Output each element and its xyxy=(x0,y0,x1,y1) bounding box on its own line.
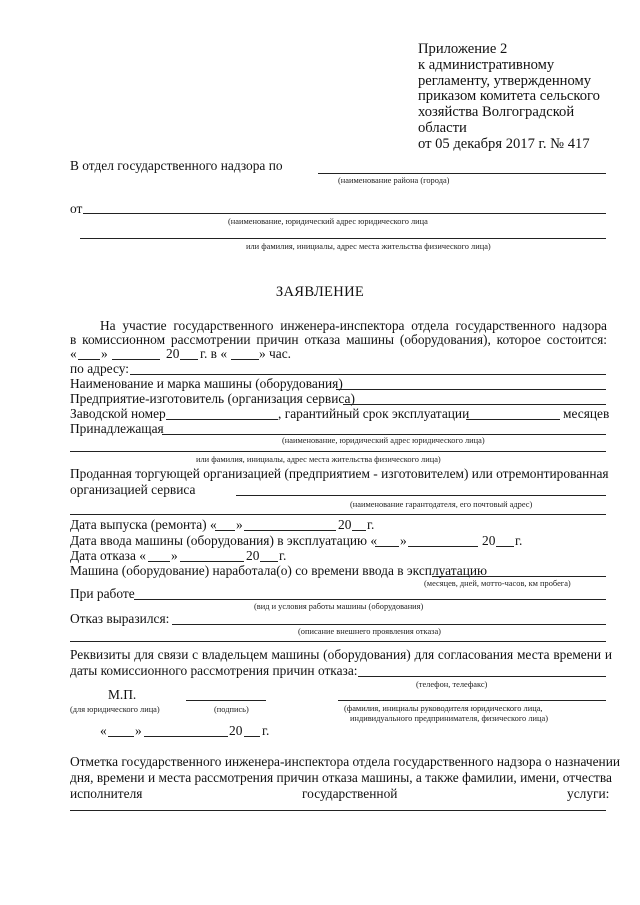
note-line-3-start: исполнителя xyxy=(70,786,143,801)
serial-field[interactable] xyxy=(166,419,278,420)
sold-line-2: организацией сервиса xyxy=(70,482,196,497)
sig-year-field[interactable] xyxy=(244,736,260,737)
intro-line-2: в комиссионном рассмотрении причин отказа машины (оборудования), которое состоится: xyxy=(70,332,607,347)
note-line-3-middle: государственной xyxy=(302,786,398,801)
guarantor-hint: (наименование гарантодателя, его почтовый адрес) xyxy=(350,500,533,509)
address-label: по адресу: xyxy=(70,361,129,376)
address-field[interactable] xyxy=(130,374,606,375)
release-date-close: » xyxy=(236,517,243,532)
appendix-line: области xyxy=(418,119,467,136)
release-date-label: Дата выпуска (ремонта) « xyxy=(70,517,217,532)
day-field[interactable] xyxy=(78,359,100,360)
commission-date-close: » xyxy=(400,533,407,548)
year-field[interactable] xyxy=(180,359,198,360)
from-hint-person: или фамилия, инициалы, адрес места жительства физического лица) xyxy=(246,242,491,251)
appendix-line: хозяйства Волгоградской xyxy=(418,104,575,121)
from-hint-legal: (наименование, юридический адрес юридического лица xyxy=(228,217,428,226)
machine-name-label: Наименование и марка машины (оборудования) xyxy=(70,376,343,391)
year-prefix: 20 xyxy=(166,346,180,361)
runtime-field[interactable] xyxy=(432,576,606,577)
operation-hint: (вид и условия работы машины (оборудования) xyxy=(254,602,424,611)
time-label: г. в « xyxy=(200,346,228,361)
failure-month-field[interactable] xyxy=(180,561,244,562)
serial-label: Заводской номер xyxy=(70,406,166,421)
release-month-field[interactable] xyxy=(244,530,336,531)
guarantor-field[interactable] xyxy=(236,495,606,496)
warranty-label: , гарантийный срок эксплуатации xyxy=(278,406,470,421)
warranty-field[interactable] xyxy=(466,419,560,420)
operation-field[interactable] xyxy=(134,599,606,600)
failure-date-label: Дата отказа « xyxy=(70,548,146,563)
contacts-field[interactable] xyxy=(358,676,606,677)
full-name-hint-2: индивидуального предпринимателя, физического лица) xyxy=(350,714,548,723)
failure-hint: (описание внешнего проявления отказа) xyxy=(298,627,441,636)
machine-name-field[interactable] xyxy=(336,389,606,390)
commission-month-field[interactable] xyxy=(408,546,478,547)
signature-field[interactable] xyxy=(186,700,266,701)
sig-month-field[interactable] xyxy=(144,736,228,737)
guarantor-field-2[interactable] xyxy=(70,514,606,515)
from-field-2[interactable] xyxy=(80,238,606,239)
sig-year-tail: г. xyxy=(262,723,270,738)
appendix-line: приказом комитета сельского xyxy=(418,88,600,105)
stamp-label: М.П. xyxy=(108,687,137,702)
months-label: месяцев xyxy=(563,406,610,421)
from-field[interactable] xyxy=(83,213,606,214)
owner-field[interactable] xyxy=(162,434,606,435)
signature-hint: (подпись) xyxy=(214,705,249,714)
hour-field[interactable] xyxy=(231,359,259,360)
failure-date-close: » xyxy=(171,548,178,563)
failure-field-2[interactable] xyxy=(70,641,606,642)
commission-year-tail: г. xyxy=(515,533,523,548)
sig-date-close: » xyxy=(135,723,142,738)
stamp-hint: (для юридического лица) xyxy=(70,705,160,714)
note-line-1: Отметка государственного инженера-инспектора отдела государственного надзора о назначении xyxy=(70,754,621,769)
owner-hint-legal: (наименование, юридический адрес юридического лица) xyxy=(282,436,485,445)
month-field[interactable] xyxy=(112,359,160,360)
sig-date-open: « xyxy=(100,723,107,738)
appendix-line: Приложение 2 xyxy=(418,41,508,57)
failure-year-prefix: 20 xyxy=(246,548,260,563)
commission-year-field[interactable] xyxy=(496,546,514,547)
appendix-line: регламенту, утвержденному xyxy=(418,72,592,89)
sold-line-1: Проданная торгующей организацией (предприятием - изготовителем) или отремонтированная xyxy=(70,466,609,481)
full-name-hint-1: (фамилия, инициалы руководителя юридического лица, xyxy=(344,704,543,713)
release-day-field[interactable] xyxy=(215,530,235,531)
failure-field[interactable] xyxy=(172,624,606,625)
from-label: от xyxy=(70,201,83,216)
date-close-quote: » xyxy=(101,346,108,361)
appendix-block xyxy=(418,42,600,153)
document-title: ЗАЯВЛЕНИЕ xyxy=(275,284,365,300)
release-year-prefix: 20 xyxy=(338,517,352,532)
commission-year-prefix: 20 xyxy=(482,533,496,548)
owner-hint-person: или фамилия, инициалы, адрес места жительства физического лица) xyxy=(196,455,441,464)
hours-label: » час. xyxy=(259,346,292,361)
sig-year-prefix: 20 xyxy=(229,723,243,738)
manufacturer-label: Предприятие-изготовитель (организация сервиса) xyxy=(70,391,355,406)
runtime-label: Машина (оборудование) наработала(о) со времени ввода в эксплуатацию xyxy=(70,563,488,578)
note-line-3-end: услуги: xyxy=(567,786,610,801)
failure-year-tail: г. xyxy=(279,548,287,563)
release-year-field[interactable] xyxy=(352,530,366,531)
failure-day-field[interactable] xyxy=(148,561,170,562)
commission-day-field[interactable] xyxy=(375,546,399,547)
intro-line-1: На участие государственного инженера-инспектора отдела государственного надзора xyxy=(100,318,607,333)
district-field[interactable] xyxy=(318,173,606,174)
release-year-tail: г. xyxy=(367,517,375,532)
appendix-line: к административному xyxy=(418,56,555,73)
commission-date-label: Дата ввода машины (оборудования) в эксплуатацию « xyxy=(70,533,378,548)
district-hint: (наименование района (города) xyxy=(338,176,450,185)
full-name-field[interactable] xyxy=(338,700,606,701)
appendix-line: от 05 декабря 2017 г. № 417 xyxy=(418,135,590,152)
note-line-2: дня, времени и места рассмотрения причин отказа машины, а также фамилии, имени, отчества xyxy=(70,770,612,785)
executor-field[interactable] xyxy=(70,810,606,811)
addressee-label: В отдел государственного надзора по xyxy=(70,158,283,173)
sig-day-field[interactable] xyxy=(108,736,134,737)
contacts-line-2: даты комиссионного рассмотрения причин отказа: xyxy=(70,663,358,678)
failure-label: Отказ выразился: xyxy=(70,611,170,626)
runtime-hint: (месяцев, дней, мотто-часов, км пробега) xyxy=(424,579,571,588)
owner-field-2[interactable] xyxy=(70,451,606,452)
operation-label: При работе xyxy=(70,586,135,601)
owner-label: Принадлежащая xyxy=(70,421,164,436)
failure-year-field[interactable] xyxy=(260,561,278,562)
contacts-line-1: Реквизиты для связи с владельцем машины (оборудования) для согласования места времени и xyxy=(70,647,612,662)
date-open-quote: « xyxy=(70,346,77,361)
contacts-hint: (телефон, телефакс) xyxy=(416,680,488,689)
manufacturer-field[interactable] xyxy=(343,404,606,405)
